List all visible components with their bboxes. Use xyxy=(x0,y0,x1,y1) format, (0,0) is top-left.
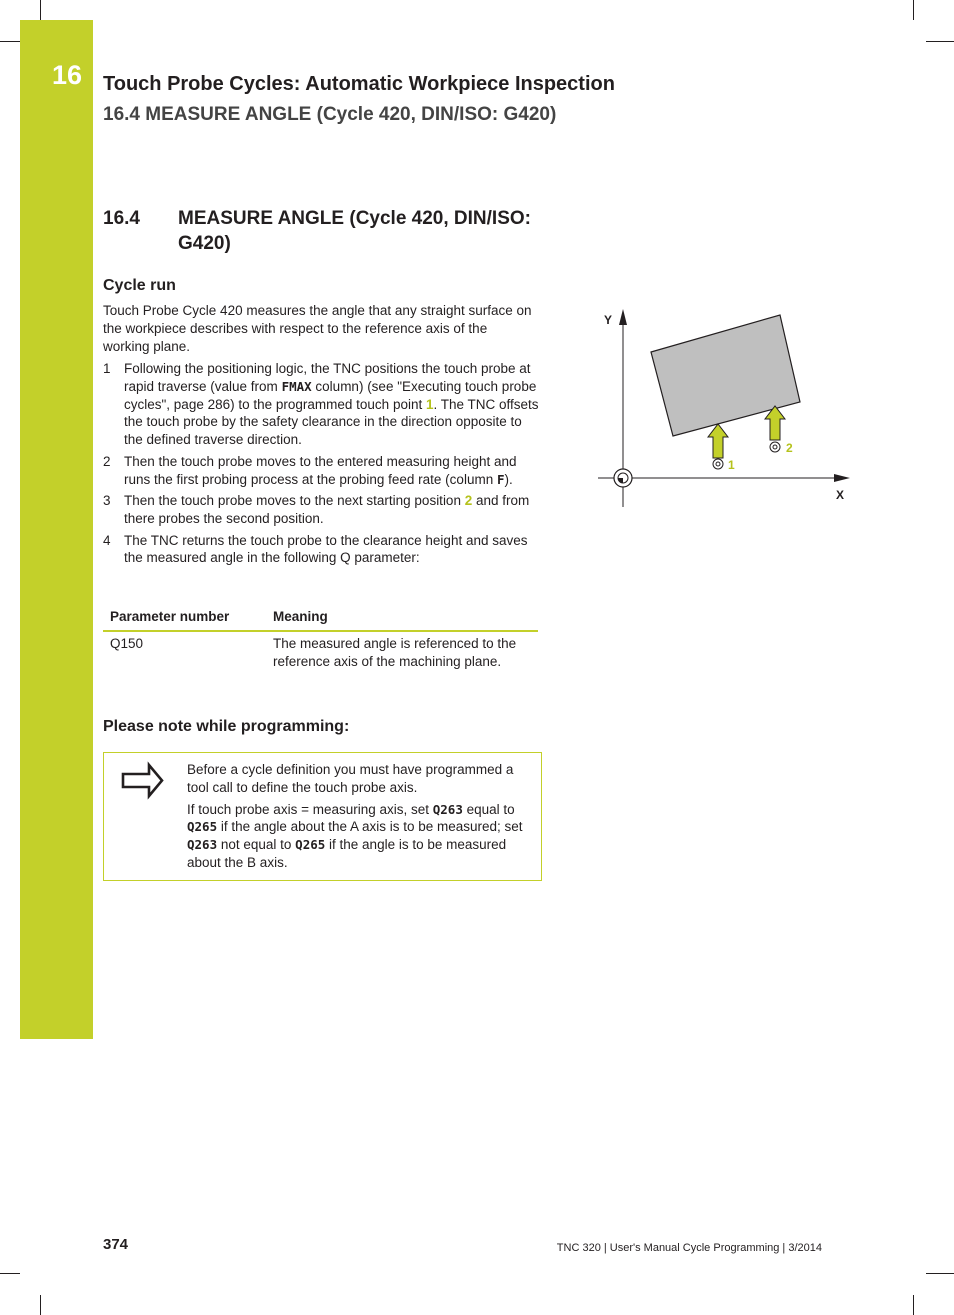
note-text xyxy=(187,761,537,876)
list-item: 2 Then the touch probe moves to the entered measuring height and runs the first probing process at the probing feed rate (column F). xyxy=(103,453,517,487)
section-title: MEASURE ANGLE (Cycle 420, DIN/ISO: G420) xyxy=(178,208,531,254)
crop-mark xyxy=(913,1295,914,1315)
list-item: 4 The TNC returns the touch probe to the clearance height and saves the measured angle in the following Q parameter: xyxy=(103,532,528,566)
y-axis-arrow-icon xyxy=(619,309,627,325)
cycle-run-heading: Cycle run xyxy=(103,277,176,294)
chapter-title: Touch Probe Cycles: Automatic Workpiece Inspection xyxy=(103,73,615,95)
arrow-right-icon xyxy=(104,753,186,813)
code-q263: Q263 xyxy=(432,801,463,817)
x-axis-label: X xyxy=(836,488,845,502)
y-axis-label: Y xyxy=(604,313,613,327)
code-q265: Q265 xyxy=(295,837,326,853)
cycle-steps-list xyxy=(103,360,543,571)
chapter-number: 16 xyxy=(52,60,83,90)
code-q263: Q263 xyxy=(187,837,218,853)
touch-point-1-icon xyxy=(713,459,723,469)
note-paragraph: Before a cycle definition you must have programmed a tool call to define the touch probe axis. xyxy=(187,762,514,795)
code-q265: Q265 xyxy=(187,819,218,835)
running-section-header: 16.4 MEASURE ANGLE (Cycle 420, DIN/ISO: G420) xyxy=(103,104,557,125)
probe-arrow-1-icon xyxy=(708,424,728,458)
list-item: 1 Following the positioning logic, the TNC positions the touch probe at rapid traverse (value from FMAX column) (see "Executing touch probe cycles", page 286) to the programmed touch point 1. The TNC offsets the touch probe by the safety clearance in the direction opposite to the defined traverse direction. xyxy=(103,361,539,448)
list-item: 3 Then the touch probe moves to the next starting position 2 and from there probes the second position. xyxy=(103,493,530,526)
cycle-run-intro: Touch Probe Cycle 420 measures the angle that any straight surface on the workpiece describes with respect to the reference axis of the working plane. xyxy=(103,303,532,354)
page-number: 374 xyxy=(103,1236,129,1253)
code-fmax: FMAX xyxy=(281,378,312,394)
crop-mark xyxy=(0,1273,20,1274)
crop-mark xyxy=(40,1295,41,1315)
crop-mark xyxy=(913,0,914,20)
chapter-sidebar xyxy=(20,20,93,1039)
column-header: Meaning xyxy=(266,606,538,631)
note-box xyxy=(103,752,542,881)
start-position-ref: 2 xyxy=(464,493,473,509)
code-f: F xyxy=(496,471,505,487)
crop-mark xyxy=(0,41,20,42)
crop-mark xyxy=(926,1273,954,1274)
figure-svg xyxy=(590,300,860,510)
column-header: Parameter number xyxy=(103,606,266,631)
note-icon-box xyxy=(104,753,186,880)
notes-heading: Please note while programming: xyxy=(103,718,350,735)
x-axis-arrow-icon xyxy=(834,474,850,482)
footer-text: TNC 320 | User's Manual Cycle Programming | 3/2014 xyxy=(556,1242,822,1254)
step-number: 3 xyxy=(103,493,111,509)
step-number: 4 xyxy=(103,532,111,548)
table-cell: The measured angle is referenced to the reference axis of the machining plane. xyxy=(273,635,517,669)
crop-mark xyxy=(40,0,41,20)
touch-point-2-icon xyxy=(770,442,780,452)
parameter-table xyxy=(103,606,538,673)
touch-point-1-label: 1 xyxy=(728,458,735,472)
step-number: 2 xyxy=(103,453,111,469)
table-row xyxy=(103,631,538,674)
table-cell: Q150 xyxy=(110,635,144,651)
crop-mark xyxy=(926,41,954,42)
section-number: 16.4 xyxy=(103,208,140,229)
note-paragraph: If touch probe axis = measuring axis, set Q263 equal to Q265 if the angle about the A axis is to be measured; set Q263 not equal to Q265 if the angle is to be measured about the B axis. xyxy=(187,801,523,870)
step-number: 1 xyxy=(103,361,111,376)
measure-angle-figure xyxy=(590,300,860,510)
touch-point-2-label: 2 xyxy=(786,441,793,455)
touch-point-ref: 1 xyxy=(425,396,434,412)
table-header-row xyxy=(103,606,538,631)
